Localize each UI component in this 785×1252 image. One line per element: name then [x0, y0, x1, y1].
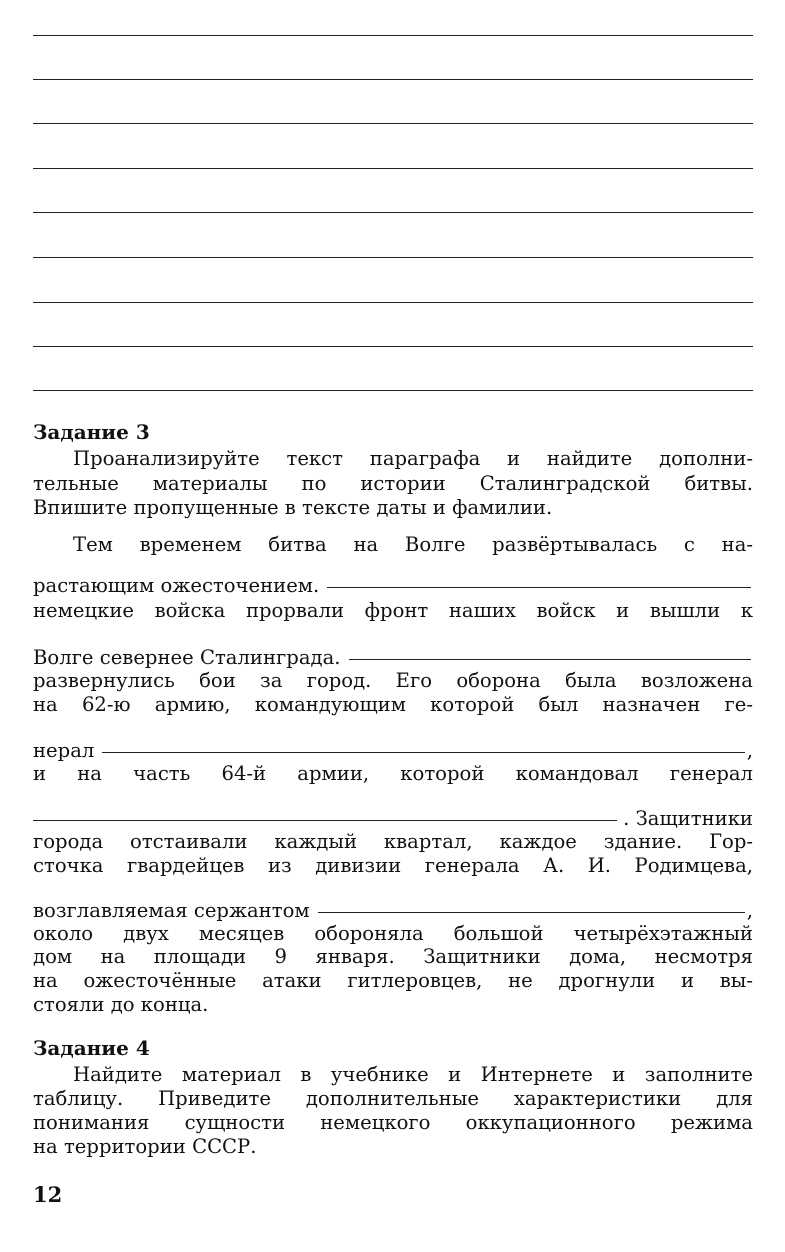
- blank-general-62-army[interactable]: [102, 752, 744, 753]
- text-fragment: нерал: [33, 739, 95, 762]
- text-line: немецкие войска прорвали фронт наших войск и вышли к: [33, 599, 753, 622]
- answer-line[interactable]: [33, 346, 753, 347]
- task3-heading: Задание 3: [33, 420, 150, 444]
- task3-instruction-line: тельные материалы по истории Сталинградской битвы.: [33, 472, 753, 495]
- answer-line[interactable]: [33, 390, 753, 391]
- answer-line[interactable]: [33, 168, 753, 169]
- blank-general-64-army[interactable]: [33, 820, 617, 821]
- task4-instruction-line: на территории СССР.: [33, 1135, 257, 1158]
- text-line: и на часть 64-й армии, которой командовал генерал: [33, 762, 753, 785]
- text-line: на ожесточённые атаки гитлеровцев, не дрогнули и вы-: [33, 969, 753, 992]
- answer-line[interactable]: [33, 302, 753, 303]
- text-line: сточка гвардейцев из дивизии генерала А. И. Родимцева,: [33, 854, 753, 877]
- text-fragment: Волге севернее Сталинграда.: [33, 646, 341, 669]
- page-number: 12: [33, 1182, 63, 1207]
- task4-instruction-line: Найдите материал в учебнике и Интернете и заполните: [73, 1063, 753, 1086]
- answer-line[interactable]: [33, 123, 753, 124]
- text-fragment: возглавляемая сержантом: [33, 899, 310, 922]
- task3-instruction-line: Проанализируйте текст параграфа и найдите дополни-: [73, 447, 753, 470]
- answer-line[interactable]: [33, 257, 753, 258]
- text-fragment: . Защитники: [623, 807, 753, 830]
- blank-date-2[interactable]: [349, 659, 752, 660]
- answer-line[interactable]: [33, 212, 753, 213]
- answer-line[interactable]: [33, 79, 753, 80]
- blank-date-1[interactable]: [327, 587, 751, 588]
- task3-instruction-line: Впишите пропущенные в тексте даты и фамилии.: [33, 496, 553, 519]
- task4-instruction-line: таблицу. Приведите дополнительные характеристики для: [33, 1087, 753, 1110]
- text-line: на 62-ю армию, командующим которой был назначен ге-: [33, 693, 753, 716]
- fill-row-date-1: [33, 573, 753, 598]
- text-fragment: ,: [746, 899, 753, 922]
- text-line: города отстаивали каждый квартал, каждое здание. Гор-: [33, 830, 753, 853]
- text-fragment: растающим ожесточением.: [33, 574, 320, 597]
- blank-sergeant[interactable]: [318, 912, 745, 913]
- fill-row-sergeant: [33, 898, 753, 923]
- fill-row-date-2: [33, 645, 753, 670]
- answer-line[interactable]: [33, 35, 753, 36]
- fill-row-general-2: [33, 806, 753, 831]
- fill-row-general-1: [33, 738, 753, 763]
- task4-instruction-line: понимания сущности немецкого оккупационного режима: [33, 1111, 753, 1134]
- text-line: стояли до конца.: [33, 993, 209, 1016]
- text-fragment: ,: [746, 739, 753, 762]
- text-line: Тем временем битва на Волге развёртывалась с на-: [73, 533, 753, 556]
- task4-heading: Задание 4: [33, 1036, 150, 1060]
- text-line: дом на площади 9 января. Защитники дома, несмотря: [33, 945, 753, 968]
- text-line: развернулись бои за город. Его оборона была возложена: [33, 669, 753, 692]
- text-line: около двух месяцев обороняла большой четырёхэтажный: [33, 922, 753, 945]
